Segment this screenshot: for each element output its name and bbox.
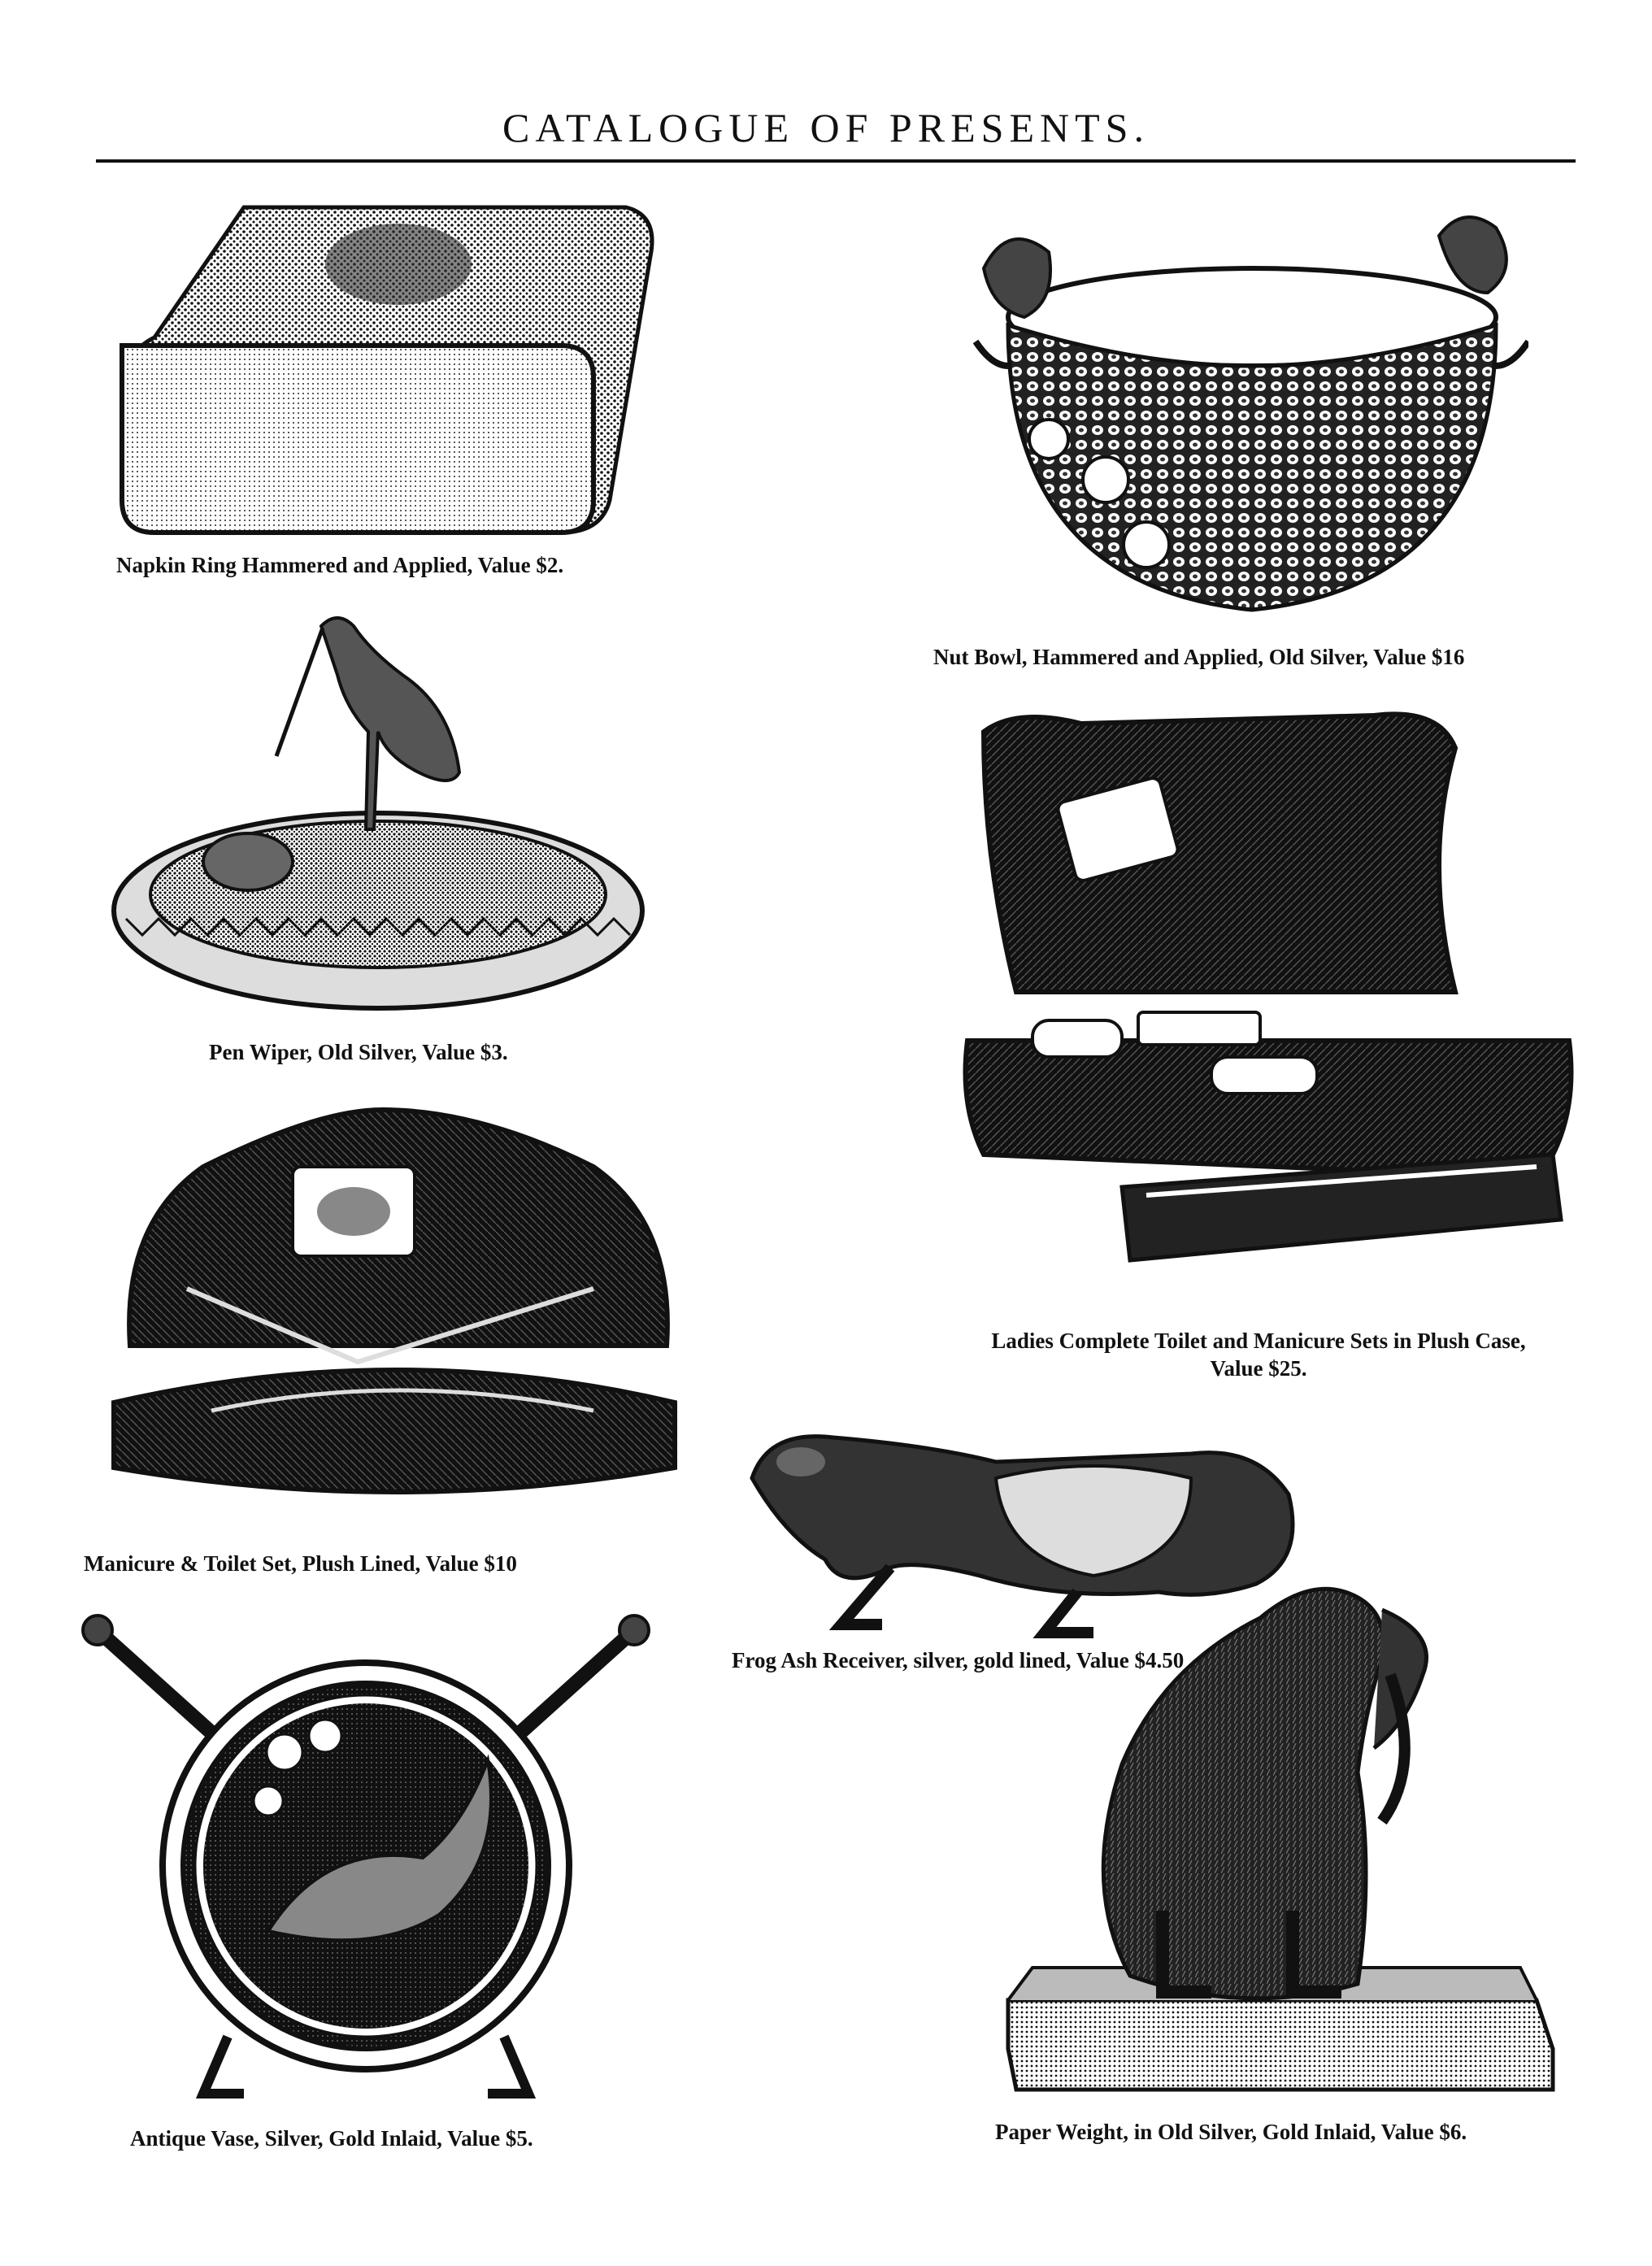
dog-paper-weight-illustration (1000, 1561, 1569, 2098)
nut-bowl-icon (959, 203, 1528, 626)
toilet-case-illustration (951, 699, 1577, 1301)
napkin-ring-icon (106, 191, 667, 549)
napkin-ring-illustration (106, 191, 667, 549)
nut-bowl-caption: Nut Bowl, Hammered and Applied, Old Silver, Value $16 (933, 645, 1465, 669)
napkin-ring-caption: Napkin Ring Hammered and Applied, Value $2. (116, 553, 564, 577)
dog-paper-weight-caption: Paper Weight, in Old Silver, Gold Inlaid, Value $6. (995, 2120, 1467, 2144)
manicure-set-caption: Manicure & Toilet Set, Plush Lined, Value $10 (84, 1551, 517, 1576)
pen-wiper-illustration (110, 594, 679, 1016)
page-title: CATALOGUE OF PRESENTS. (502, 105, 1150, 150)
dog-paper-weight-icon (1000, 1561, 1569, 2098)
frog-ash-receiver-caption: Frog Ash Receiver, silver, gold lined, Value $4.50 (732, 1648, 1185, 1672)
antique-vase-icon (81, 1614, 650, 2110)
manicure-set-illustration (106, 1094, 683, 1524)
pen-wiper-icon (110, 594, 679, 1016)
pen-wiper-caption: Pen Wiper, Old Silver, Value $3. (209, 1040, 508, 1064)
manicure-set-icon (106, 1094, 683, 1524)
antique-vase-illustration (81, 1614, 650, 2110)
nut-bowl-illustration (959, 203, 1528, 626)
toilet-manicure-case-icon (951, 699, 1577, 1301)
toilet-case-caption-line1: Ladies Complete Toilet and Manicure Sets in Plush Case, (991, 1329, 1526, 1353)
antique-vase-caption: Antique Vase, Silver, Gold Inlaid, Value $5. (130, 2126, 533, 2151)
toilet-case-caption (933, 1327, 1584, 1382)
title-rule (96, 159, 1576, 163)
toilet-case-caption-line2: Value $25. (1210, 1356, 1307, 1381)
